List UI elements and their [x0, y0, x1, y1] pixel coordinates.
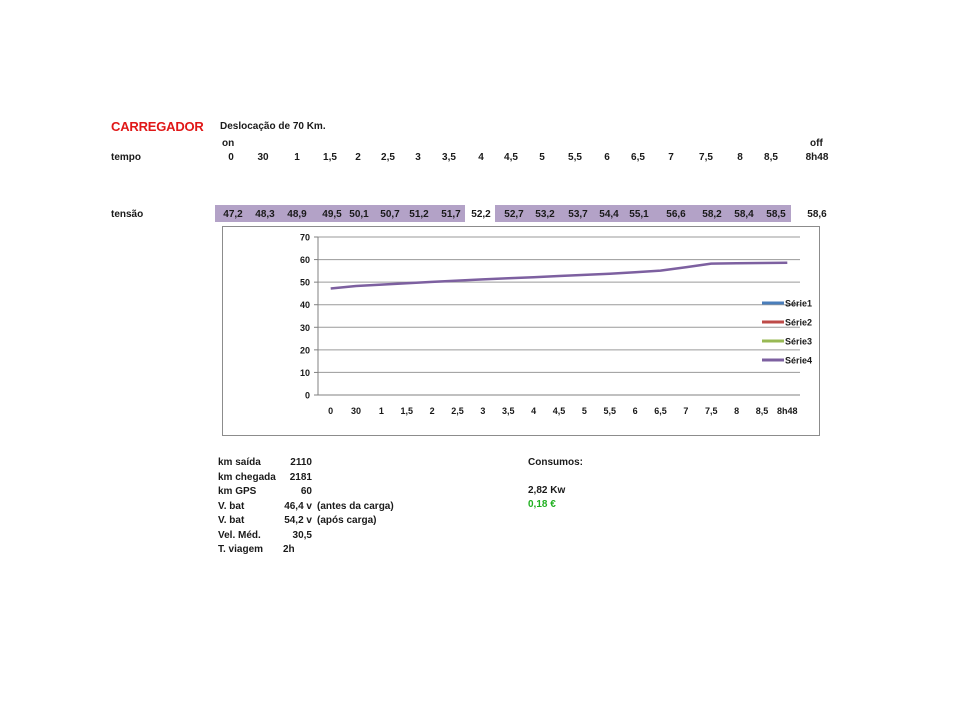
tempo-cell: 7 [668, 152, 674, 163]
info-value: 60 [300, 486, 312, 497]
tempo-cell: 8,5 [764, 152, 778, 163]
tensao-cell: 52,2 [471, 209, 491, 220]
chart-frame [223, 227, 820, 436]
info-value: 46,4 v [284, 500, 312, 512]
consumos-label: Consumos: [528, 457, 583, 468]
y-tick-label: 30 [299, 322, 310, 333]
subtitle: Deslocação de 70 Km. [220, 121, 326, 132]
tempo-cell: 0 [228, 152, 234, 163]
x-tick-label: 7 [683, 406, 689, 416]
tempo-cell: 5 [539, 152, 545, 163]
tempo-cell: 1,5 [323, 152, 337, 163]
legend-label: Série1 [785, 298, 813, 309]
tempo-cell: 30 [257, 152, 269, 163]
x-tick-label: 5 [581, 406, 587, 416]
tempo-cell: 7,5 [699, 152, 713, 163]
y-tick-label: 50 [299, 277, 310, 288]
x-tick-label: 3 [480, 406, 486, 416]
info-value: 2110 [290, 457, 312, 468]
x-tick-label: 2 [429, 406, 435, 416]
x-tick-label: 6 [632, 406, 638, 416]
tensao-row-label: tensão [111, 209, 144, 220]
x-tick-label: 2,5 [451, 406, 464, 416]
x-tick-label: 3,5 [502, 406, 515, 416]
legend-label: Série3 [785, 336, 813, 347]
on-marker: on [222, 138, 235, 149]
y-tick-label: 20 [299, 345, 310, 356]
tempo-cell: 1 [294, 152, 300, 163]
chart-svg [222, 226, 820, 436]
tempo-cell: 2,5 [381, 152, 395, 163]
tensao-cell: 53,2 [535, 209, 555, 220]
tempo-cell: 6 [604, 152, 610, 163]
tempo-cell: 3,5 [442, 152, 456, 163]
tempo-cell: 4,5 [504, 152, 518, 163]
tempo-cell: 3 [415, 152, 421, 163]
tensao-cell: 55,1 [629, 209, 649, 220]
consumos-cost: 0,18 € [528, 499, 556, 510]
page-title: CARREGADOR [111, 119, 204, 134]
info-label: V. bat [218, 500, 245, 512]
tempo-cell: 5,5 [568, 152, 582, 163]
x-tick-label: 4,5 [552, 406, 566, 416]
tensao-cell: 54,4 [599, 209, 619, 220]
tensao-cell: 52,7 [504, 209, 524, 220]
tensao-cell: 49,5 [322, 209, 342, 220]
info-value: 54,2 v [284, 515, 312, 526]
x-tick-label: 6,5 [654, 406, 667, 416]
y-tick-label: 40 [299, 300, 310, 311]
x-tick-label: 5,5 [603, 406, 616, 416]
legend-label: Série2 [785, 317, 813, 328]
y-tick-label: 60 [299, 255, 310, 266]
x-tick-label: 1,5 [400, 406, 414, 416]
tensao-cell: 47,2 [223, 209, 243, 220]
tensao-cell: 58,4 [734, 209, 754, 220]
x-tick-label: 0 [328, 406, 334, 416]
tensao-cell: 58,6 [807, 209, 827, 220]
consumos-energy: 2,82 Kw [528, 485, 566, 496]
y-tick-label: 70 [299, 232, 310, 243]
tensao-cell: 58,2 [702, 209, 722, 220]
tensao-cell: 50,1 [349, 209, 369, 220]
info-note: (antes da carga) [317, 500, 394, 512]
voltage-chart [222, 226, 820, 436]
x-tick-label: 8,5 [755, 406, 769, 416]
y-tick-label: 0 [304, 390, 310, 401]
tempo-cell: 8h48 [805, 152, 829, 163]
info-label: V. bat [218, 515, 245, 526]
x-tick-label: 8h48 [777, 406, 798, 416]
x-tick-label: 7,5 [704, 406, 718, 416]
info-label: km chegada [218, 471, 276, 483]
tensao-cell: 48,3 [255, 209, 275, 220]
tensao-cell: 51,7 [441, 209, 461, 220]
info-value: 2181 [289, 471, 312, 483]
info-label: km saída [218, 457, 261, 468]
tempo-cell: 2 [355, 152, 361, 163]
legend-label: Série4 [785, 355, 813, 366]
info-label: Vel. Méd. [218, 529, 261, 541]
x-tick-label: 8 [734, 406, 740, 416]
tensao-cell: 56,6 [666, 209, 686, 220]
x-tick-label: 30 [351, 406, 362, 416]
y-tick-label: 10 [299, 367, 310, 378]
tensao-cell: 53,7 [568, 209, 588, 220]
tensao-cell: 50,7 [380, 209, 400, 220]
info-value: 30,5 [292, 529, 312, 541]
x-tick-label: 4 [531, 406, 537, 416]
info-label: T. viagem [218, 544, 264, 555]
off-marker: off [810, 138, 823, 149]
tempo-cell: 6,5 [631, 152, 645, 163]
tensao-cell: 48,9 [287, 209, 307, 220]
tensao-cell: 58,5 [766, 209, 786, 220]
info-label: km GPS [218, 486, 257, 497]
info-value: 2h [283, 544, 295, 555]
tempo-row-label: tempo [111, 152, 141, 163]
tempo-cell: 4 [478, 152, 484, 163]
x-tick-label: 1 [378, 406, 384, 416]
info-note: (após carga) [317, 515, 377, 526]
tempo-cell: 8 [737, 152, 743, 163]
tensao-cell: 51,2 [409, 209, 429, 220]
